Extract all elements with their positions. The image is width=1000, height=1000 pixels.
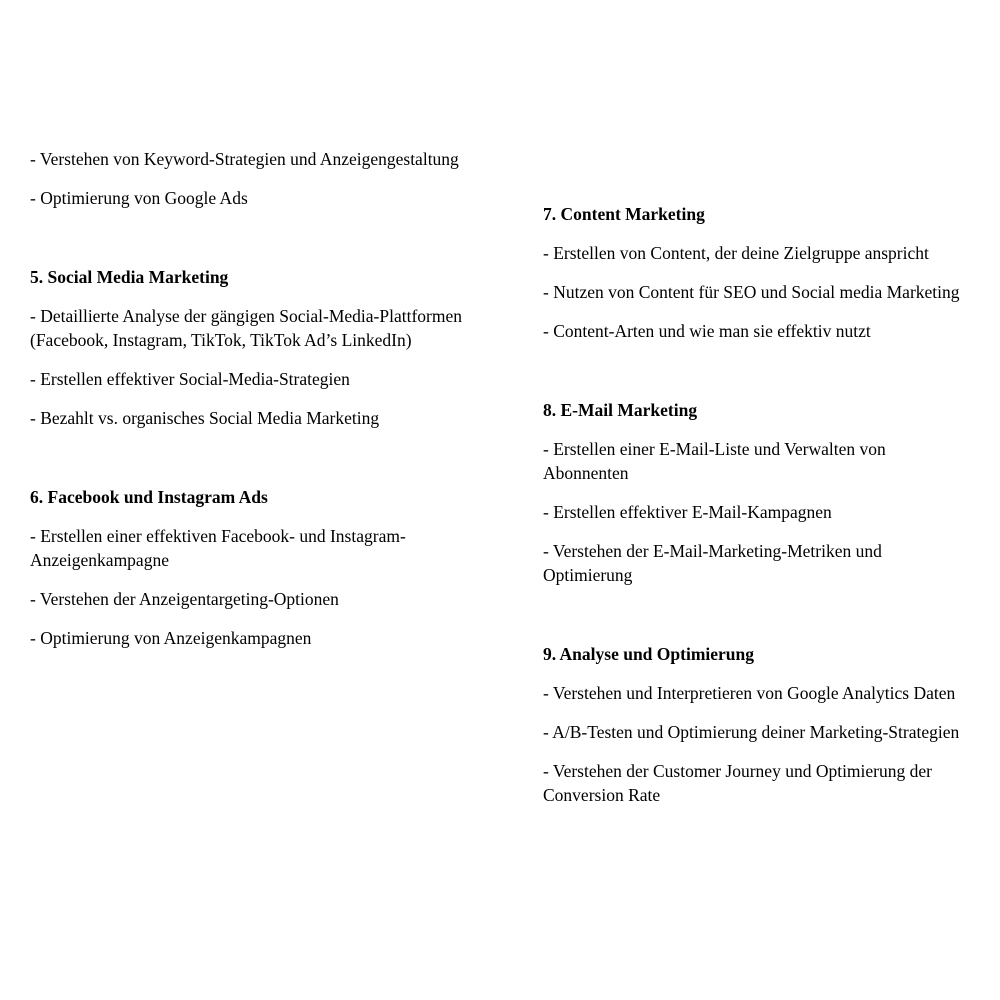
list-item: - Erstellen von Content, der deine Zielgruppe anspricht	[543, 243, 929, 263]
list-item: - Optimierung von Anzeigenkampagnen	[30, 628, 312, 648]
section-heading: 6. Facebook und Instagram Ads	[30, 487, 268, 507]
list-item: - Verstehen der E-Mail-Marketing-Metriken und Optimierung	[543, 541, 882, 585]
list-item: - Verstehen der Anzeigentargeting-Optionen	[30, 589, 339, 609]
list-item: - Verstehen der Customer Journey und Optimierung der Conversion Rate	[543, 761, 932, 805]
list-item: - Erstellen effektiver Social-Media-Strategien	[30, 369, 350, 389]
list-item: - Detaillierte Analyse der gängigen Social-Media-Plattformen (Facebook, Instagram, TikTok, TikTok Ad’s LinkedIn)	[30, 306, 463, 350]
section-heading: 5. Social Media Marketing	[30, 267, 229, 287]
list-item: - Erstellen effektiver E-Mail-Kampagnen	[543, 502, 832, 522]
list-item: - Erstellen einer E-Mail-Liste und Verwalten von Abonnenten	[543, 439, 886, 483]
column-left	[30, 147, 470, 665]
list-item: - Bezahlt vs. organisches Social Media Marketing	[30, 408, 380, 428]
list-item: - Nutzen von Content für SEO und Social media Marketing	[543, 282, 960, 302]
list-item: - Verstehen von Keyword-Strategien und Anzeigengestaltung	[30, 149, 459, 169]
list-item: - A/B-Testen und Optimierung deiner Marketing-Strategien	[543, 722, 960, 742]
list-item: - Erstellen einer effektiven Facebook- und Instagram-Anzeigenkampagne	[30, 526, 406, 570]
section-heading: 7. Content Marketing	[543, 204, 705, 224]
list-item: - Verstehen und Interpretieren von Google Analytics Daten	[543, 683, 956, 703]
list-item: - Optimierung von Google Ads	[30, 188, 248, 208]
list-item: - Content-Arten und wie man sie effektiv nutzt	[543, 321, 871, 341]
section-heading: 9. Analyse und Optimierung	[543, 644, 755, 664]
section-heading: 8. E-Mail Marketing	[543, 400, 698, 420]
column-right	[543, 147, 973, 822]
